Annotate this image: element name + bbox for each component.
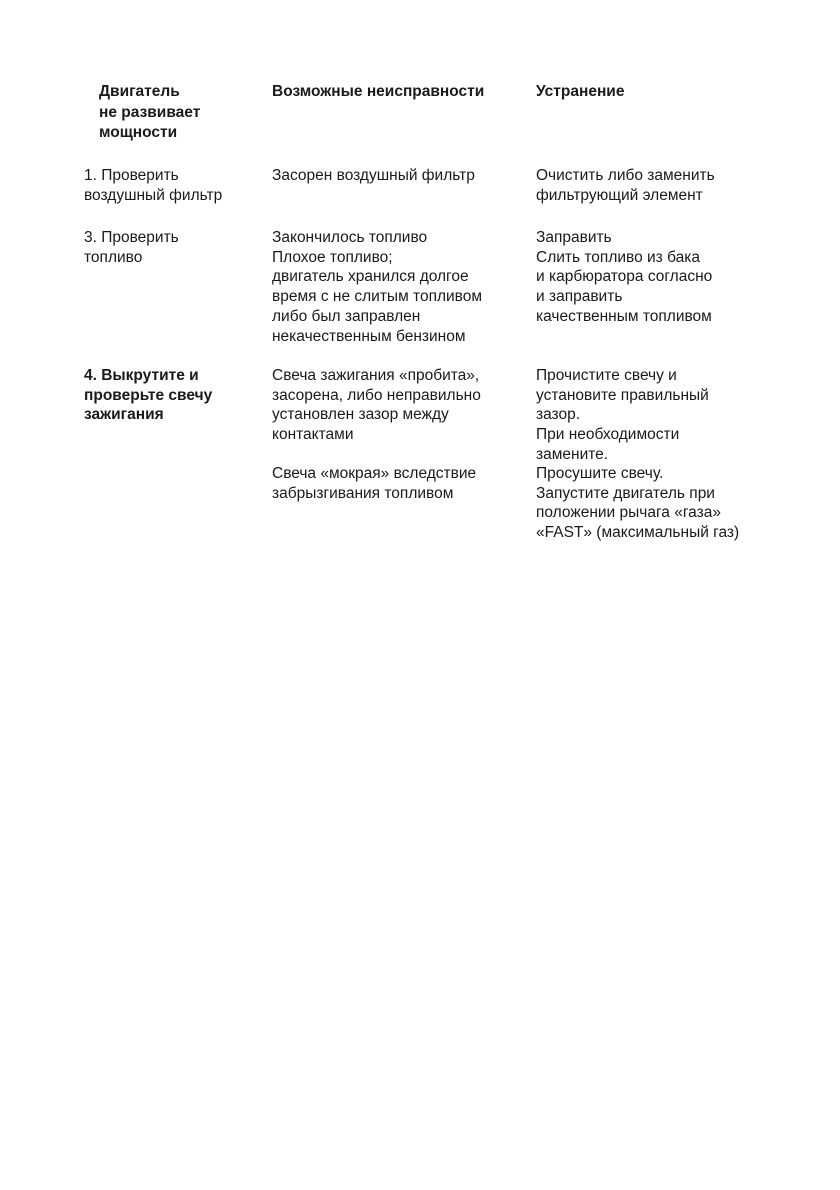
row-3-fix-secondary: Просушите свечу. Запустите двигатель при положении рычага «газа» «FAST» (максимальный газ) — [536, 465, 740, 542]
row-2-fix: Заправить Слить топливо из бака и карбюратора согласно и заправить качественным топливом — [536, 229, 713, 325]
row-1-causes: Засорен воздушный фильтр — [272, 167, 475, 184]
header-fix: Устранение — [536, 83, 625, 100]
row-1-check: 1. Проверить воздушный фильтр — [84, 167, 223, 204]
row-3-causes: Свеча зажигания «пробита», засорена, либо неправильно установлен зазор между контактами — [272, 367, 481, 444]
row-3-check: 4. Выкрутите и проверьте свечу зажигания — [84, 367, 213, 424]
header-symptom: Двигатель не развивает мощности — [99, 83, 201, 141]
row-1-fix: Очистить либо заменить фильтрующий элемент — [536, 167, 715, 204]
row-3-fix: Прочистите свечу и установите правильный зазор. При необходимости замените. — [536, 367, 709, 463]
header-causes: Возможные неисправности — [272, 83, 485, 100]
row-2-check: 3. Проверить топливо — [84, 229, 179, 266]
row-3-causes-secondary: Свеча «мокрая» вследствие забрызгивания топливом — [272, 465, 477, 502]
row-2-causes: Закончилось топливо Плохое топливо; двигатель хранился долгое время с не слитым топливом либо был заправлен некачественным бензином — [272, 229, 483, 345]
